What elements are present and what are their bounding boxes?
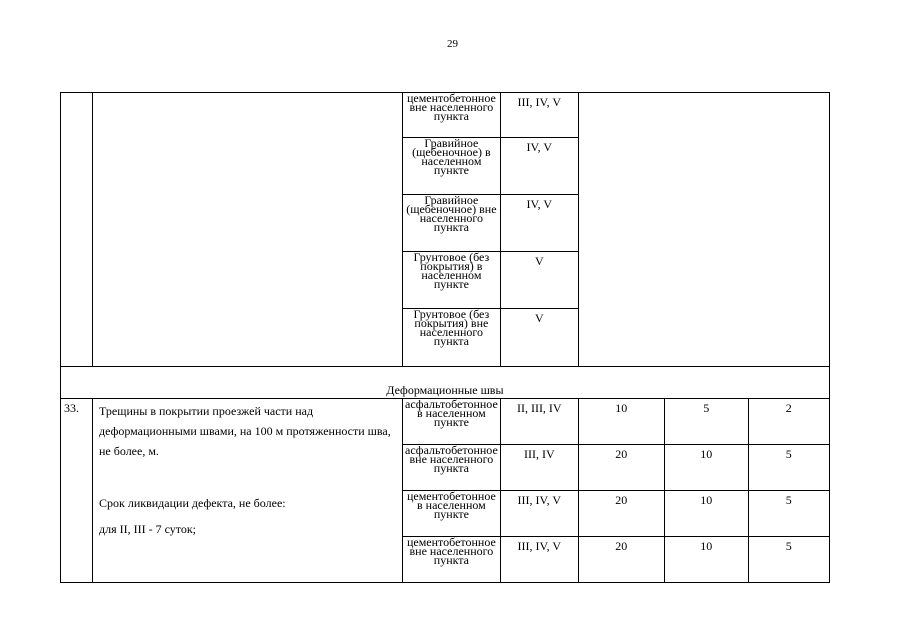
- value-cell: 10: [664, 445, 748, 491]
- value-cell: 20: [578, 537, 664, 583]
- category-cell: V: [500, 252, 578, 309]
- defect-description: Трещины в покрытии проезжей части над деформационными швами, на 100 м протяженности шва, не более, м.: [99, 404, 391, 458]
- surface-type-cell: цементобетонное вне населенного пункта: [403, 93, 501, 138]
- values-merged-cell: [578, 93, 829, 367]
- section-title: Деформационные швы: [61, 367, 830, 399]
- surface-type-cell: Грунтовое (без покрытия) вне населенного пункта: [403, 309, 501, 367]
- category-cell: IV, V: [500, 138, 578, 195]
- row-number-cell: 33.: [61, 399, 93, 583]
- category-cell: III, IV, V: [500, 537, 578, 583]
- value-cell: 20: [578, 445, 664, 491]
- category-cell: III, IV, V: [500, 93, 578, 138]
- surface-type-cell: Грунтовое (без покрытия) в населенном пункте: [403, 252, 501, 309]
- surface-type-cell: асфальтобетонное вне населенного пункта: [403, 445, 501, 491]
- value-cell: 20: [578, 491, 664, 537]
- category-cell: II, III, IV: [500, 399, 578, 445]
- value-cell: 5: [748, 445, 829, 491]
- value-cell: 5: [664, 399, 748, 445]
- deadline-value: для II, III - 7 суток;: [99, 522, 197, 536]
- surface-type-cell: асфальтобетонное в населенном пункте: [403, 399, 501, 445]
- category-cell: III, IV, V: [500, 491, 578, 537]
- category-cell: III, IV: [500, 445, 578, 491]
- surface-type-cell: Гравийное (щебеночное) вне населенного пункта: [403, 195, 501, 252]
- category-cell: V: [500, 309, 578, 367]
- table-row: [61, 93, 830, 138]
- value-cell: 5: [748, 491, 829, 537]
- value-cell: 10: [664, 537, 748, 583]
- description-cell: [93, 93, 403, 367]
- value-cell: 5: [748, 537, 829, 583]
- row-number-cell: [61, 93, 93, 367]
- deadline-title: Срок ликвидации дефекта, не более:: [99, 496, 286, 510]
- value-cell: 2: [748, 399, 829, 445]
- description-cell: [93, 399, 403, 583]
- surface-type-cell: цементобетонное вне населенного пункта: [403, 537, 501, 583]
- surface-type-cell: цементобетонное в населенном пункте: [403, 491, 501, 537]
- table-row: [61, 399, 830, 445]
- value-cell: 10: [578, 399, 664, 445]
- section-row: [61, 367, 830, 399]
- standards-table: [60, 92, 830, 583]
- surface-type-cell: Гравийное (щебеночное) в населенном пункте: [403, 138, 501, 195]
- value-cell: 10: [664, 491, 748, 537]
- category-cell: IV, V: [500, 195, 578, 252]
- page-number: 29: [447, 38, 458, 50]
